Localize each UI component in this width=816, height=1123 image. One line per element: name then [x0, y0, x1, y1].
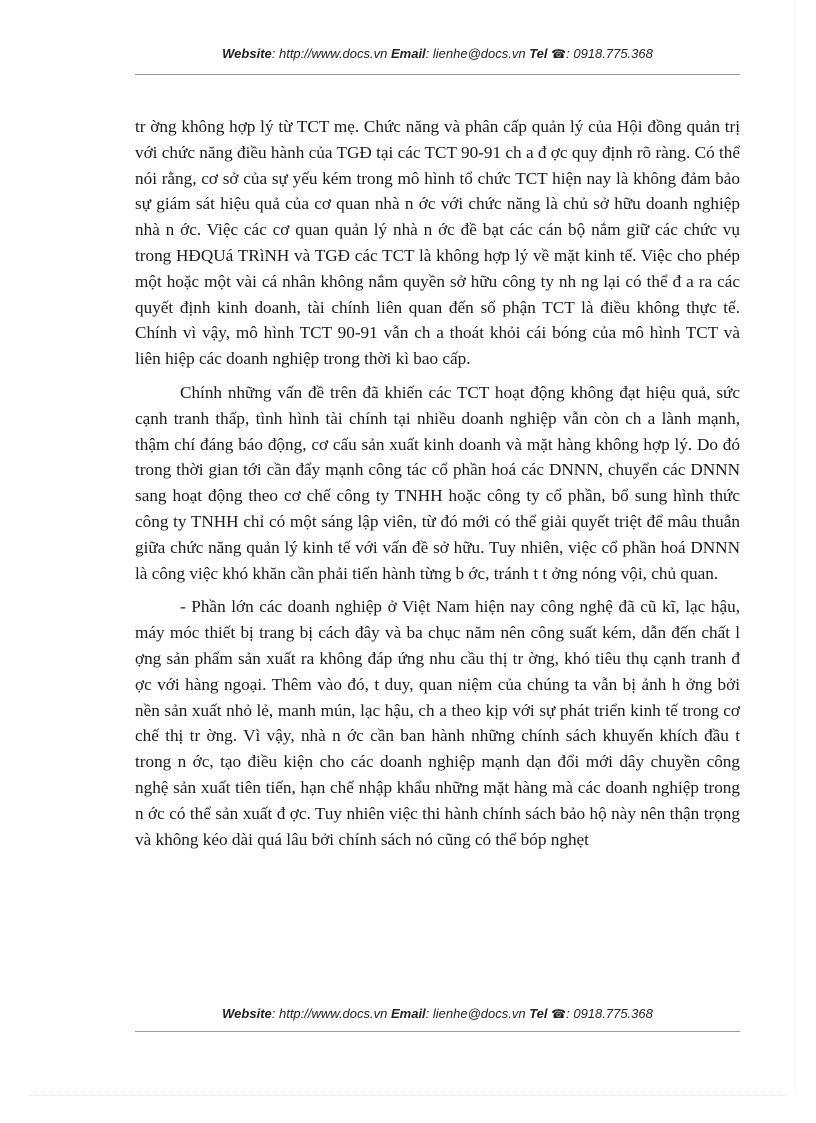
body-paragraph-1: tr ờng không hợp lý từ TCT mẹ. Chức năng và phân cấp quản lý của Hội đồng quản trị với chức năng điều hành của TGĐ tại các TCT 90-91 ch a đ ợc quy định rõ ràng. Có thể nói rằng, cơ sở của sự yếu kém trong mô hình tổ chức TCT hiện nay là không đảm bảo sự giám sát hiệu quả của cơ quan nhà n ớc với chức năng là chủ sở hữu doanh nghiệp nhà n ớc. Việc các cơ quan quản lý nhà n ớc đề bạt các cán bộ nắm giữ các chức vụ trong HĐQUá TRìNH và TGĐ các TCT là không hợp lý về mặt kinh tế. Việc cho phép một hoặc một vài cá nhân không nắm quyền sở hữu công ty nh ng lại có thể đ a ra các quyết định kinh doanh, tài chính liên quan đến số phận TCT là điều không thực tế. Chính vì vậy, mô hình TCT 90-91 vẫn ch a thoát khỏi cái bóng của mô hình TCT và liên hiệp các doanh nghiệp trong thời kì bao cấp.	[135, 117, 740, 369]
header-tel-label: Tel	[529, 46, 548, 61]
header-tel-value: : 0918.775.368	[566, 46, 653, 61]
page-bottom-edge	[30, 1095, 786, 1096]
telephone-icon: ☎	[551, 47, 567, 61]
footer-email-value: : lienhe@docs.vn	[425, 1006, 526, 1021]
telephone-icon: ☎	[551, 1007, 567, 1021]
footer-website-value: : http://www.docs.vn	[271, 1006, 388, 1021]
header-website-value: : http://www.docs.vn	[271, 46, 388, 61]
page-footer	[135, 1006, 740, 1026]
document-body	[135, 114, 740, 860]
page-right-edge	[795, 0, 796, 1093]
footer-email-label: Email	[390, 1006, 426, 1021]
header-divider	[135, 74, 740, 75]
body-paragraph-3: - Phần lớn các doanh nghiệp ở Việt Nam hiện nay công nghệ đã cũ kĩ, lạc hậu, máy móc thiết bị trang bị cách đây và ba chục năm nên công suất kém, dẫn đến chất l ợng sản phẩm sản xuất ra không đáp ứng nhu cầu thị tr ờng, khó tiêu thụ cạnh tranh đ ợc với hàng ngoại. Thêm vào đó, t duy, quan niệm của chúng ta vẫn bị ảnh h ởng bởi nền sản xuất nhỏ lẻ, manh mún, lạc hậu, ch a theo kịp với sự phát triển kinh tế trong cơ chế thị tr ờng. Vì vậy, nhà n ớc cần ban hành những chính sách khuyến khích đầu t trong n ớc, tạo điều kiện cho các doanh nghiệp mạnh dạn đổi mới dây chuyền công nghệ sản xuất tiên tiến, hạn chế nhập khẩu những mặt hàng mà các doanh nghiệp trong n ớc có thể sản xuất đ ợc. Tuy nhiên việc thi hành chính sách bảo hộ này nên thận trọng và không kéo dài quá lâu bởi chính sách nó cũng có thể bóp nghẹt	[135, 597, 740, 849]
footer-website-label: Website	[222, 1006, 272, 1021]
header-email-label: Email	[390, 46, 426, 61]
footer-divider	[135, 1031, 740, 1032]
header-website-label: Website	[222, 46, 272, 61]
page-header	[135, 46, 740, 66]
header-email-value: : lienhe@docs.vn	[425, 46, 526, 61]
footer-tel-label: Tel	[529, 1006, 548, 1021]
body-paragraph-2: Chính những vấn đề trên đã khiến các TCT hoạt động không đạt hiệu quả, sức cạnh tranh thấp, tình hình tài chính tại nhiều doanh nghiệp vẫn còn ch a lành mạnh, thậm chí đáng báo động, cơ cấu sản xuất kinh doanh và mặt hàng không hợp lý. Do đó trong thời gian tới cần đẩy mạnh công tác cổ phần hoá các DNNN, chuyển các DNNN sang hoạt động theo cơ chế công ty TNHH hoặc công ty cổ phần, bổ sung hình thức công ty TNHH chỉ có một sáng lập viên, từ đó mới có thể giải quyết triệt để mâu thuẫn giữa chức năng quản lý kinh tế với vấn đề sở hữu. Tuy nhiên, việc cổ phần hoá DNNN là công việc khó khăn cần phải tiến hành từng b ớc, tránh t t ởng nóng vội, chủ quan.	[135, 382, 740, 583]
footer-tel-value: : 0918.775.368	[566, 1006, 653, 1021]
